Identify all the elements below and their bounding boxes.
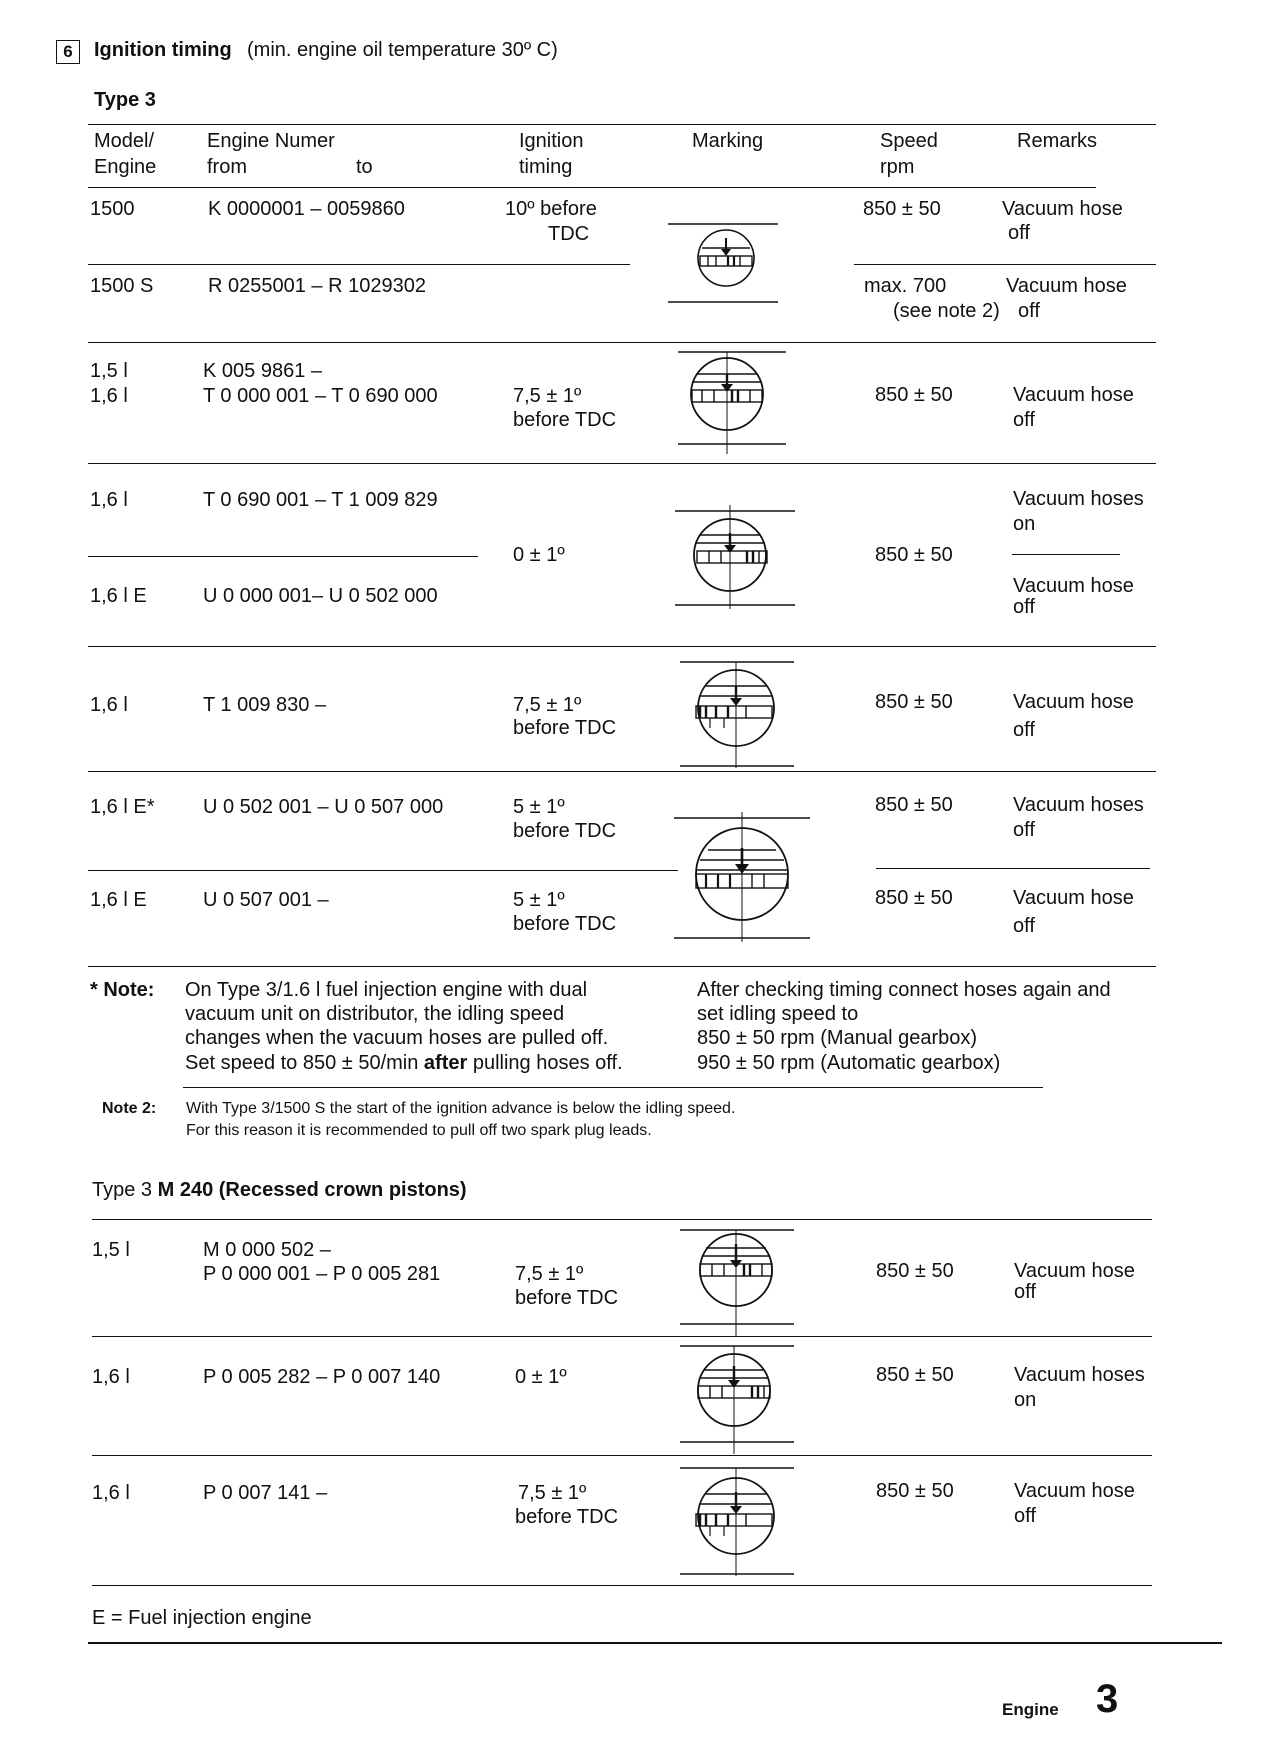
- table-row-engine: K 005 9861 –: [203, 360, 322, 382]
- timing-mark-diagram: [674, 812, 810, 942]
- timing-mark-diagram: [676, 1464, 796, 1576]
- table-row-remarks: off: [1013, 915, 1035, 937]
- table-row-model: 1,6 l: [92, 1366, 130, 1388]
- m240-heading: Type 3 M 240 (Recessed crown pistons): [92, 1179, 467, 1201]
- note2-text: With Type 3/1500 S the start of the ignition advance is below the idling speed.: [186, 1100, 736, 1117]
- footer-rule: [88, 1642, 1222, 1644]
- table-row-model: 1,6 l E: [90, 585, 147, 607]
- note-text: 850 ± 50 rpm (Manual gearbox): [697, 1027, 978, 1049]
- table-row-remarks: Vacuum hose: [1013, 384, 1134, 406]
- timing-mark-diagram: [675, 505, 795, 609]
- col-from: from: [207, 156, 247, 178]
- table-row-remarks: off: [1013, 596, 1035, 618]
- table-row-remarks: on: [1014, 1389, 1037, 1411]
- table-row-engine: U 0 000 001– U 0 502 000: [203, 585, 438, 607]
- col-remarks: Remarks: [1017, 130, 1098, 152]
- table-row-engine: M 0 000 502 –: [203, 1239, 331, 1261]
- row-divider: [88, 264, 630, 265]
- row-divider: [92, 1455, 1152, 1456]
- table-row-speed: max. 700: [864, 275, 947, 297]
- note-text: set idling speed to: [697, 1003, 859, 1025]
- table-row-speed: 850 ± 50: [876, 1260, 954, 1282]
- table-row-model: 1,6 l: [90, 385, 128, 407]
- table-row-engine: U 0 502 001 – U 0 507 000: [203, 796, 444, 818]
- table-row-engine: P 0 005 282 – P 0 007 140: [203, 1366, 441, 1388]
- table-row-remarks: Vacuum hoses: [1013, 794, 1144, 816]
- table-row-remarks: on: [1013, 513, 1036, 535]
- timing-mark-diagram: [676, 1224, 796, 1336]
- row-divider: [88, 646, 1156, 647]
- table-row-timing: 7,5 ± 1º: [518, 1482, 587, 1504]
- table-row-speed: 850 ± 50: [875, 887, 953, 909]
- table-row-remarks: Vacuum hose: [1002, 198, 1123, 220]
- table-row-engine: T 0 000 001 – T 0 690 000: [203, 385, 438, 407]
- table-row-engine: R 0255001 – R 1029302: [208, 275, 426, 297]
- row-divider: [1012, 554, 1120, 555]
- table-row-remarks: Vacuum hose: [1006, 275, 1127, 297]
- table-row-model: 1,6 l: [90, 489, 128, 511]
- table-row-model: 1500: [90, 198, 135, 220]
- table-row-timing: TDC: [548, 223, 590, 245]
- table-row-remarks: Vacuum hose: [1013, 575, 1134, 597]
- table-row-model: 1,6 l E*: [90, 796, 155, 818]
- table-row-remarks: off: [1013, 819, 1035, 841]
- table-row-timing: 5 ± 1º: [513, 889, 565, 911]
- table-row-remarks: off: [1018, 300, 1040, 322]
- note-text: 950 ± 50 rpm (Automatic gearbox): [697, 1052, 1001, 1074]
- table-row-remarks: off: [1013, 409, 1035, 431]
- table-row-timing: before TDC: [513, 913, 617, 935]
- col-to: to: [356, 156, 373, 178]
- table-row-remarks: off: [1013, 719, 1035, 741]
- table-row-remarks: Vacuum hoses: [1014, 1364, 1145, 1386]
- table-row-remarks: Vacuum hose: [1014, 1480, 1135, 1502]
- col-ignition: Ignition: [519, 130, 584, 152]
- footnote: E = Fuel injection engine: [92, 1607, 312, 1629]
- row-divider: [876, 868, 1150, 869]
- note2-label: Note 2:: [102, 1100, 157, 1117]
- table-row-timing: before TDC: [515, 1287, 619, 1309]
- table-row-speed: 850 ± 50: [876, 1480, 954, 1502]
- table-row-speed-note: (see note 2): [893, 300, 1000, 322]
- table-row-engine: T 1 009 830 –: [203, 694, 327, 716]
- table-row-remarks: Vacuum hose: [1013, 887, 1134, 909]
- table-row-model: 1,6 l E: [90, 889, 147, 911]
- table-row-model: 1,6 l: [92, 1482, 130, 1504]
- row-divider: [88, 966, 1156, 967]
- table-row-timing: before TDC: [513, 409, 617, 431]
- timing-mark-diagram: [676, 656, 796, 768]
- col-rpm: rpm: [880, 156, 915, 178]
- header-bottom-rule: [88, 187, 1096, 188]
- row-divider: [92, 1336, 1152, 1337]
- table-row-timing: 0 ± 1º: [513, 544, 565, 566]
- table-row-speed: 850 ± 50: [875, 691, 953, 713]
- note-text: On Type 3/1.6 l fuel injection engine with dual: [185, 979, 588, 1001]
- table-row-engine: P 0 007 141 –: [203, 1482, 328, 1504]
- table-row-engine: K 0000001 – 0059860: [208, 198, 405, 220]
- table-row-engine: P 0 000 001 – P 0 005 281: [203, 1263, 441, 1285]
- table-row-speed: 850 ± 50: [876, 1364, 954, 1386]
- note2-text: For this reason it is recommended to pull off two spark plug leads.: [186, 1122, 652, 1139]
- table-row-timing: 0 ± 1º: [515, 1366, 567, 1388]
- type3-heading: Type 3: [94, 89, 156, 111]
- table-row-remarks: off: [1014, 1505, 1036, 1527]
- table-row-speed: 850 ± 50: [863, 198, 941, 220]
- row-divider: [88, 771, 1156, 772]
- section-condition: (min. engine oil temperature 30º C): [247, 39, 558, 61]
- table-row-speed: 850 ± 50: [875, 544, 953, 566]
- col-marking: Marking: [692, 130, 764, 152]
- table-row-model: 1500 S: [90, 275, 154, 297]
- col-engine: Engine: [94, 156, 157, 178]
- table-row-timing: 7,5 ± 1º: [513, 385, 582, 407]
- page-number: 3: [1096, 1677, 1119, 1721]
- col-engine-number: Engine Numer: [207, 130, 335, 152]
- note-rule: [183, 1087, 1043, 1088]
- col-timing: timing: [519, 156, 573, 178]
- section-number-box: 6: [56, 40, 80, 64]
- col-model: Model/: [94, 130, 155, 152]
- table-row-model: 1,5 l: [92, 1239, 130, 1261]
- table-row-timing: 5 ± 1º: [513, 796, 565, 818]
- note-text: vacuum unit on distributor, the idling speed: [185, 1003, 565, 1025]
- note-label: * Note:: [90, 979, 155, 1001]
- table-row-model: 1,5 l: [90, 360, 128, 382]
- table-row-speed: 850 ± 50: [875, 384, 953, 406]
- table-row-timing: before TDC: [515, 1506, 619, 1528]
- footer-section: Engine: [1002, 1700, 1059, 1719]
- table-bottom-rule: [92, 1585, 1152, 1586]
- table-row-remarks: off: [1008, 222, 1030, 244]
- table-row-remarks: off: [1014, 1281, 1036, 1303]
- timing-mark-diagram: [676, 1342, 796, 1454]
- table-top-rule: [88, 124, 1156, 125]
- table-row-timing: 10º before: [505, 198, 597, 220]
- row-divider: [88, 342, 1156, 343]
- note-text: Set speed to 850 ± 50/min after pulling hoses off.: [185, 1052, 623, 1074]
- table-row-speed: 850 ± 50: [875, 794, 953, 816]
- table-row-engine: T 0 690 001 – T 1 009 829: [203, 489, 438, 511]
- table-top-rule: [92, 1219, 1152, 1220]
- timing-mark-diagram: [670, 348, 790, 458]
- table-row-engine: U 0 507 001 –: [203, 889, 329, 911]
- table-row-timing: 7,5 ± 1º: [513, 694, 582, 716]
- table-row-timing: before TDC: [513, 717, 617, 739]
- table-row-remarks: Vacuum hoses: [1013, 488, 1144, 510]
- row-divider: [88, 463, 1156, 464]
- note-text: After checking timing connect hoses again and: [697, 979, 1111, 1001]
- table-row-timing: before TDC: [513, 820, 617, 842]
- table-row-remarks: Vacuum hose: [1013, 691, 1134, 713]
- row-divider: [88, 870, 678, 871]
- table-row-model: 1,6 l: [90, 694, 128, 716]
- row-divider: [854, 264, 1156, 265]
- table-row-remarks: Vacuum hose: [1014, 1260, 1135, 1282]
- col-speed: Speed: [880, 130, 938, 152]
- row-divider: [88, 556, 478, 557]
- section-title: Ignition timing: [94, 39, 232, 61]
- note-text: changes when the vacuum hoses are pulled off.: [185, 1027, 609, 1049]
- timing-mark-diagram: [668, 220, 778, 304]
- table-row-timing: 7,5 ± 1º: [515, 1263, 584, 1285]
